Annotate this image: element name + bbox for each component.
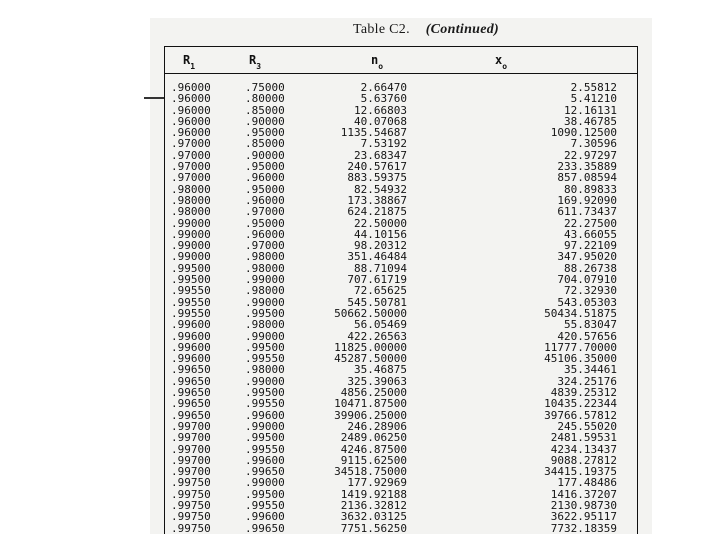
- cell-r3: .85000: [245, 103, 285, 117]
- cell-r1: .99650: [171, 397, 211, 411]
- cell-xo: 97.22109: [564, 239, 617, 253]
- cell-r3: .99600: [245, 453, 285, 467]
- cell-r3: .99500: [245, 306, 285, 320]
- cell-no: 5.63760: [360, 92, 407, 106]
- table-row: [165, 319, 637, 330]
- cell-no: 82.54932: [354, 182, 407, 196]
- cell-r1: .99550: [171, 295, 211, 309]
- header-no: $n_o$: [371, 53, 384, 72]
- cell-r3: .99000: [245, 329, 285, 343]
- cell-xo: 4234.13437: [550, 442, 617, 456]
- cell-r3: .99000: [245, 295, 285, 309]
- cell-r1: .97000: [171, 137, 211, 151]
- cell-r3: .90000: [245, 148, 285, 162]
- cell-r1: .99650: [171, 408, 211, 422]
- cell-r3: .95000: [245, 216, 285, 230]
- cell-no: 7.53192: [360, 137, 407, 151]
- cell-no: 56.05469: [354, 318, 407, 332]
- cell-r1: .99600: [171, 329, 211, 343]
- cell-r3: .98000: [245, 318, 285, 332]
- cell-r3: .99600: [245, 408, 285, 422]
- cell-r1: .99000: [171, 250, 211, 264]
- cell-no: 2136.32812: [340, 498, 407, 512]
- cell-r3: .95000: [245, 126, 285, 140]
- cell-no: 34518.75000: [334, 465, 407, 479]
- table-caption: [276, 22, 576, 38]
- scanned-page: [150, 18, 652, 534]
- cell-r3: .98000: [245, 250, 285, 264]
- table-row: [165, 285, 637, 296]
- cell-xo: 177.48486: [557, 476, 617, 490]
- cell-xo: 9088.27812: [550, 453, 617, 467]
- table-row: [165, 432, 637, 443]
- cell-no: 422.26563: [347, 329, 407, 343]
- cell-r3: .99500: [245, 431, 285, 445]
- cell-r1: .97000: [171, 160, 211, 174]
- cell-no: 4246.87500: [340, 442, 407, 456]
- cell-r1: .96000: [171, 103, 211, 117]
- cell-r3: .99650: [245, 465, 285, 479]
- cell-no: 7751.56250: [340, 521, 407, 534]
- cell-r1: .97000: [171, 148, 211, 162]
- cell-no: 883.59375: [347, 171, 407, 185]
- cell-r3: .85000: [245, 137, 285, 151]
- cell-xo: 88.26738: [564, 261, 617, 275]
- table-row: [165, 93, 637, 104]
- cell-r3: .97000: [245, 239, 285, 253]
- cell-r1: .99700: [171, 419, 211, 433]
- cell-r3: .99550: [245, 352, 285, 366]
- cell-xo: 611.73437: [557, 205, 617, 219]
- cell-no: 23.68347: [354, 148, 407, 162]
- cell-xo: 169.92090: [557, 193, 617, 207]
- cell-r3: .99000: [245, 273, 285, 287]
- cell-r1: .99000: [171, 216, 211, 230]
- cell-xo: 22.97297: [564, 148, 617, 162]
- cell-r1: .99600: [171, 352, 211, 366]
- cell-r1: .99750: [171, 487, 211, 501]
- cell-xo: 1416.37207: [550, 487, 617, 501]
- cell-no: 72.65625: [354, 284, 407, 298]
- cell-no: 11825.00000: [334, 340, 407, 354]
- cell-xo: 55.83047: [564, 318, 617, 332]
- table-row: [165, 523, 637, 534]
- cell-no: 40.07068: [354, 114, 407, 128]
- cell-r3: .80000: [245, 92, 285, 106]
- cell-xo: 3622.95117: [550, 510, 617, 524]
- cell-xo: 45106.35000: [544, 352, 617, 366]
- header-r3: $R_3$: [249, 53, 262, 72]
- cell-no: 3632.03125: [340, 510, 407, 524]
- cell-r3: .95000: [245, 160, 285, 174]
- cell-xo: 324.25176: [557, 374, 617, 388]
- cell-r1: .99700: [171, 465, 211, 479]
- cell-no: 98.20312: [354, 239, 407, 253]
- cell-no: 12.66803: [354, 103, 407, 117]
- cell-no: 240.57617: [347, 160, 407, 174]
- cell-r1: .99000: [171, 239, 211, 253]
- cell-xo: 2481.59531: [550, 431, 617, 445]
- cell-xo: 10435.22344: [544, 397, 617, 411]
- cell-no: 624.21875: [347, 205, 407, 219]
- cell-r1: .99750: [171, 498, 211, 512]
- cell-r1: .99600: [171, 318, 211, 332]
- cell-xo: 7732.18359: [550, 521, 617, 534]
- cell-no: 10471.87500: [334, 397, 407, 411]
- cell-r1: .99000: [171, 227, 211, 241]
- cell-xo: 12.16131: [564, 103, 617, 117]
- cell-no: 545.50781: [347, 295, 407, 309]
- cell-r1: .99650: [171, 374, 211, 388]
- cell-xo: 72.32930: [564, 284, 617, 298]
- cell-r1: .99700: [171, 431, 211, 445]
- cell-r3: .96000: [245, 171, 285, 185]
- cell-xo: 80.89833: [564, 182, 617, 196]
- cell-r3: .96000: [245, 227, 285, 241]
- cell-no: 2489.06250: [340, 431, 407, 445]
- cell-xo: 50434.51875: [544, 306, 617, 320]
- cell-xo: 420.57656: [557, 329, 617, 343]
- header-r1: $R_1$: [183, 53, 196, 72]
- cell-xo: 245.55020: [557, 419, 617, 433]
- cell-xo: 7.30596: [570, 137, 617, 151]
- cell-r3: .99650: [245, 521, 285, 534]
- cell-no: 45287.50000: [334, 352, 407, 366]
- caption-continued: (Continued): [425, 22, 500, 37]
- cell-r1: .99550: [171, 284, 211, 298]
- cell-xo: 22.27500: [564, 216, 617, 230]
- cell-no: 35.46875: [354, 363, 407, 377]
- cell-r1: .96000: [171, 114, 211, 128]
- cell-no: 1135.54687: [340, 126, 407, 140]
- cell-xo: 2130.98730: [550, 498, 617, 512]
- cell-no: 4856.25000: [340, 386, 407, 400]
- cell-r3: .99000: [245, 374, 285, 388]
- cell-no: 246.28906: [347, 419, 407, 433]
- cell-r3: .98000: [245, 363, 285, 377]
- cell-r3: .99550: [245, 442, 285, 456]
- table-row: [165, 172, 637, 183]
- cell-r3: .96000: [245, 193, 285, 207]
- cell-r3: .75000: [245, 81, 285, 94]
- cell-xo: 2.55812: [570, 81, 617, 94]
- cell-r1: .96000: [171, 126, 211, 140]
- cell-r1: .99750: [171, 510, 211, 524]
- cell-r3: .90000: [245, 114, 285, 128]
- cell-r3: .99550: [245, 397, 285, 411]
- cell-r3: .99000: [245, 419, 285, 433]
- cell-r1: .99750: [171, 521, 211, 534]
- cell-xo: 34415.19375: [544, 465, 617, 479]
- cell-r3: .99600: [245, 510, 285, 524]
- cell-xo: 4839.25312: [550, 386, 617, 400]
- cell-no: 39906.25000: [334, 408, 407, 422]
- cell-r1: .96000: [171, 92, 211, 106]
- cell-xo: 39766.57812: [544, 408, 617, 422]
- margin-tick-mark: [144, 97, 164, 99]
- cell-no: 9115.62500: [340, 453, 407, 467]
- cell-r1: .98000: [171, 182, 211, 196]
- cell-no: 50662.50000: [334, 306, 407, 320]
- table-row: [165, 511, 637, 522]
- table-row: [165, 477, 637, 488]
- cell-no: 707.61719: [347, 273, 407, 287]
- cell-r3: .99500: [245, 340, 285, 354]
- cell-r1: .99500: [171, 261, 211, 275]
- header-xo: $x_o$: [495, 53, 508, 72]
- cell-xo: 543.05303: [557, 295, 617, 309]
- cell-r1: .99500: [171, 273, 211, 287]
- cell-r1: .97000: [171, 171, 211, 185]
- cell-no: 22.50000: [354, 216, 407, 230]
- cell-xo: 857.08594: [557, 171, 617, 185]
- cell-r3: .99500: [245, 386, 285, 400]
- cell-r1: .99700: [171, 453, 211, 467]
- cell-r3: .95000: [245, 182, 285, 196]
- cell-no: 351.46484: [347, 250, 407, 264]
- cell-r1: .98000: [171, 193, 211, 207]
- table-row: [165, 398, 637, 409]
- cell-no: 2.66470: [360, 81, 407, 94]
- cell-xo: 233.35889: [557, 160, 617, 174]
- cell-r1: .96000: [171, 81, 211, 94]
- cell-r1: .99600: [171, 340, 211, 354]
- cell-xo: 43.66055: [564, 227, 617, 241]
- cell-no: 173.38867: [347, 193, 407, 207]
- data-table: [164, 46, 638, 534]
- cell-no: 325.39063: [347, 374, 407, 388]
- cell-r3: .99500: [245, 487, 285, 501]
- cell-r3: .97000: [245, 205, 285, 219]
- cell-r1: .99750: [171, 476, 211, 490]
- cell-xo: 38.46785: [564, 114, 617, 128]
- table-body: [165, 82, 637, 534]
- cell-r1: .99650: [171, 386, 211, 400]
- caption-title: Table C2.: [352, 22, 410, 37]
- cell-no: 1419.92188: [340, 487, 407, 501]
- cell-xo: 11777.70000: [544, 340, 617, 354]
- table-header: [165, 47, 637, 74]
- cell-xo: 35.34461: [564, 363, 617, 377]
- cell-r3: .99000: [245, 476, 285, 490]
- cell-no: 44.10156: [354, 227, 407, 241]
- cell-xo: 1090.12500: [550, 126, 617, 140]
- cell-xo: 5.41210: [570, 92, 617, 106]
- cell-no: 88.71094: [354, 261, 407, 275]
- cell-no: 177.92969: [347, 476, 407, 490]
- cell-r3: .98000: [245, 261, 285, 275]
- cell-xo: 704.07910: [557, 273, 617, 287]
- cell-r3: .99550: [245, 498, 285, 512]
- cell-r3: .98000: [245, 284, 285, 298]
- cell-r1: .99650: [171, 363, 211, 377]
- table-row: [165, 206, 637, 217]
- cell-r1: .98000: [171, 205, 211, 219]
- cell-r1: .99700: [171, 442, 211, 456]
- cell-xo: 347.95020: [557, 250, 617, 264]
- cell-r1: .99550: [171, 306, 211, 320]
